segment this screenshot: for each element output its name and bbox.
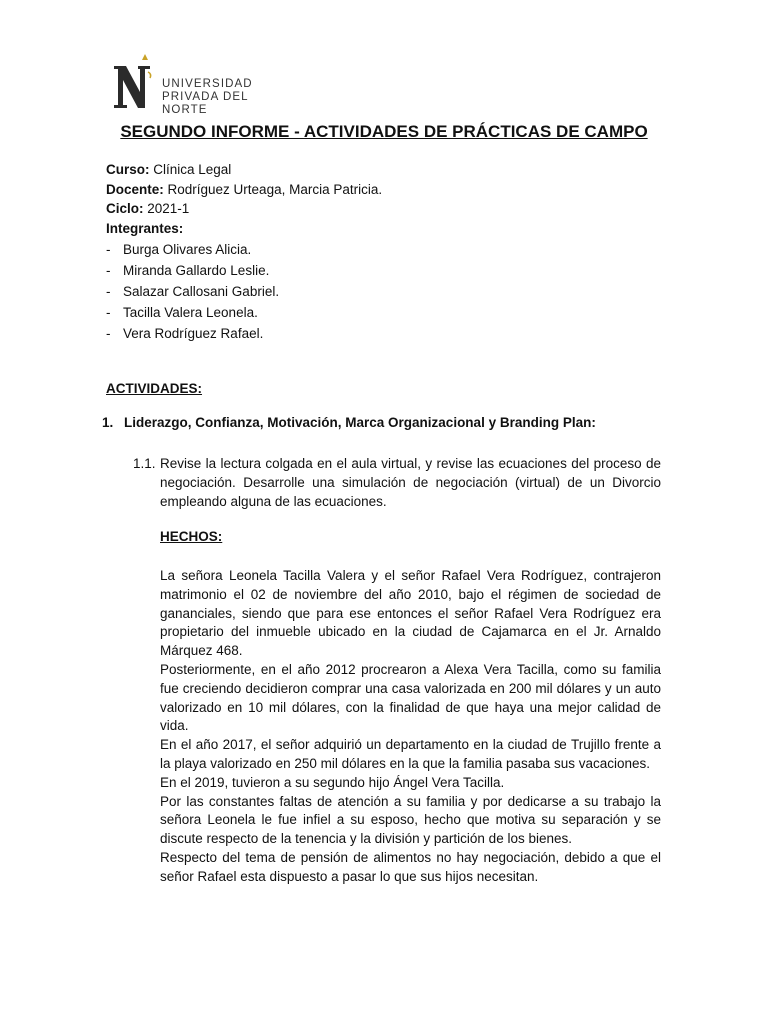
subsection-number: 1.1. bbox=[133, 456, 156, 471]
logo-line-2: PRIVADA DEL NORTE bbox=[162, 91, 249, 116]
subsection bbox=[133, 454, 661, 511]
activities-heading: ACTIVIDADES: bbox=[106, 381, 203, 396]
member-item: - Salazar Callosani Gabriel. bbox=[106, 282, 382, 302]
hechos-body bbox=[160, 567, 661, 887]
docente-label: Docente: bbox=[106, 181, 164, 197]
logo-line-1: UNIVERSIDAD bbox=[162, 78, 253, 90]
docente-row bbox=[106, 180, 382, 200]
section-title: Liderazgo, Confianza, Motivación, Marca Organizacional y Branding Plan: bbox=[124, 415, 596, 430]
paragraph: Respecto del tema de pensión de alimentos no hay negociación, debido a que el señor Rafael esta dispuesto a pasar lo que sus hijos necesitan. bbox=[160, 849, 661, 884]
hechos-heading: HECHOS: bbox=[160, 529, 223, 544]
paragraph: Posteriormente, en el año 2012 procrearon a Alexa Vera Tacilla, como su familia fue creciendo decidieron comprar una casa valorizada en 200 mil dólares y un auto valorizado en 10 mil dólares, con la finalidad de que haya una mejor calidad de vida. bbox=[160, 661, 661, 734]
subsection-text: Revise la lectura colgada en el aula virtual, y revise las ecuaciones del proceso de negociación. Desarrolle una simulación de negociación (virtual) de un Divorcio empleando alguna de las ecuaciones. bbox=[160, 456, 661, 509]
paragraph: Por las constantes faltas de atención a su familia y por dedicarse a su trabajo la señora Leonela le fue infiel a su esposo, hecho que motiva su separación y se discute respecto de la tenencia y la división y partición de los bienes. bbox=[160, 793, 661, 847]
ciclo-row bbox=[106, 199, 382, 219]
ciclo-label: Ciclo: bbox=[106, 201, 144, 216]
member-name: Tacilla Valera Leonela. bbox=[123, 304, 258, 320]
course-info bbox=[106, 160, 382, 343]
member-item: - Tacilla Valera Leonela. bbox=[106, 303, 382, 323]
logo-wordmark bbox=[162, 78, 253, 117]
curso-value: Clínica Legal bbox=[149, 162, 232, 177]
member-name: Salazar Callosani Gabriel. bbox=[123, 283, 280, 299]
section-number: 1. bbox=[102, 415, 114, 430]
member-name: Vera Rodríguez Rafael. bbox=[123, 325, 264, 341]
member-item: - Vera Rodríguez Rafael. bbox=[106, 324, 382, 344]
curso-row bbox=[106, 160, 382, 180]
member-item: - Burga Olivares Alicia. bbox=[106, 240, 382, 260]
document-title: SEGUNDO INFORME - ACTIVIDADES DE PRÁCTICAS DE CAMPO bbox=[120, 122, 648, 141]
integrantes-label: Integrantes: bbox=[106, 220, 184, 236]
paragraph: La señora Leonela Tacilla Valera y el señor Rafael Vera Rodríguez, contrajeron matrimonio el 02 de noviembre del año 2010, bajo el régimen de sociedad de gananciales, siendo que para ese entonces el señor Rafael Vera Rodríguez era propietario del inmueble ubicado en la ciudad de Cajamarca en el Jr. Arnaldo Márquez 468. bbox=[160, 568, 661, 659]
upn-logo-icon bbox=[112, 52, 158, 112]
member-item: - Miranda Gallardo Leslie. bbox=[106, 261, 382, 281]
integrantes-row bbox=[106, 219, 382, 239]
section-heading bbox=[102, 415, 596, 430]
member-name: Miranda Gallardo Leslie. bbox=[123, 262, 270, 278]
ciclo-value: 2021-1 bbox=[143, 201, 190, 216]
member-name: Burga Olivares Alicia. bbox=[123, 241, 252, 257]
paragraph: En el año 2017, el señor adquirió un departamento en la ciudad de Trujillo frente a la playa valorizado en 250 mil dólares en la que la familia pasaba sus vacaciones. bbox=[160, 737, 661, 771]
docente-value: Rodríguez Urteaga, Marcia Patricia. bbox=[163, 181, 383, 197]
curso-label: Curso: bbox=[106, 162, 150, 177]
paragraph: En el 2019, tuvieron a su segundo hijo Ángel Vera Tacilla. bbox=[160, 774, 505, 790]
